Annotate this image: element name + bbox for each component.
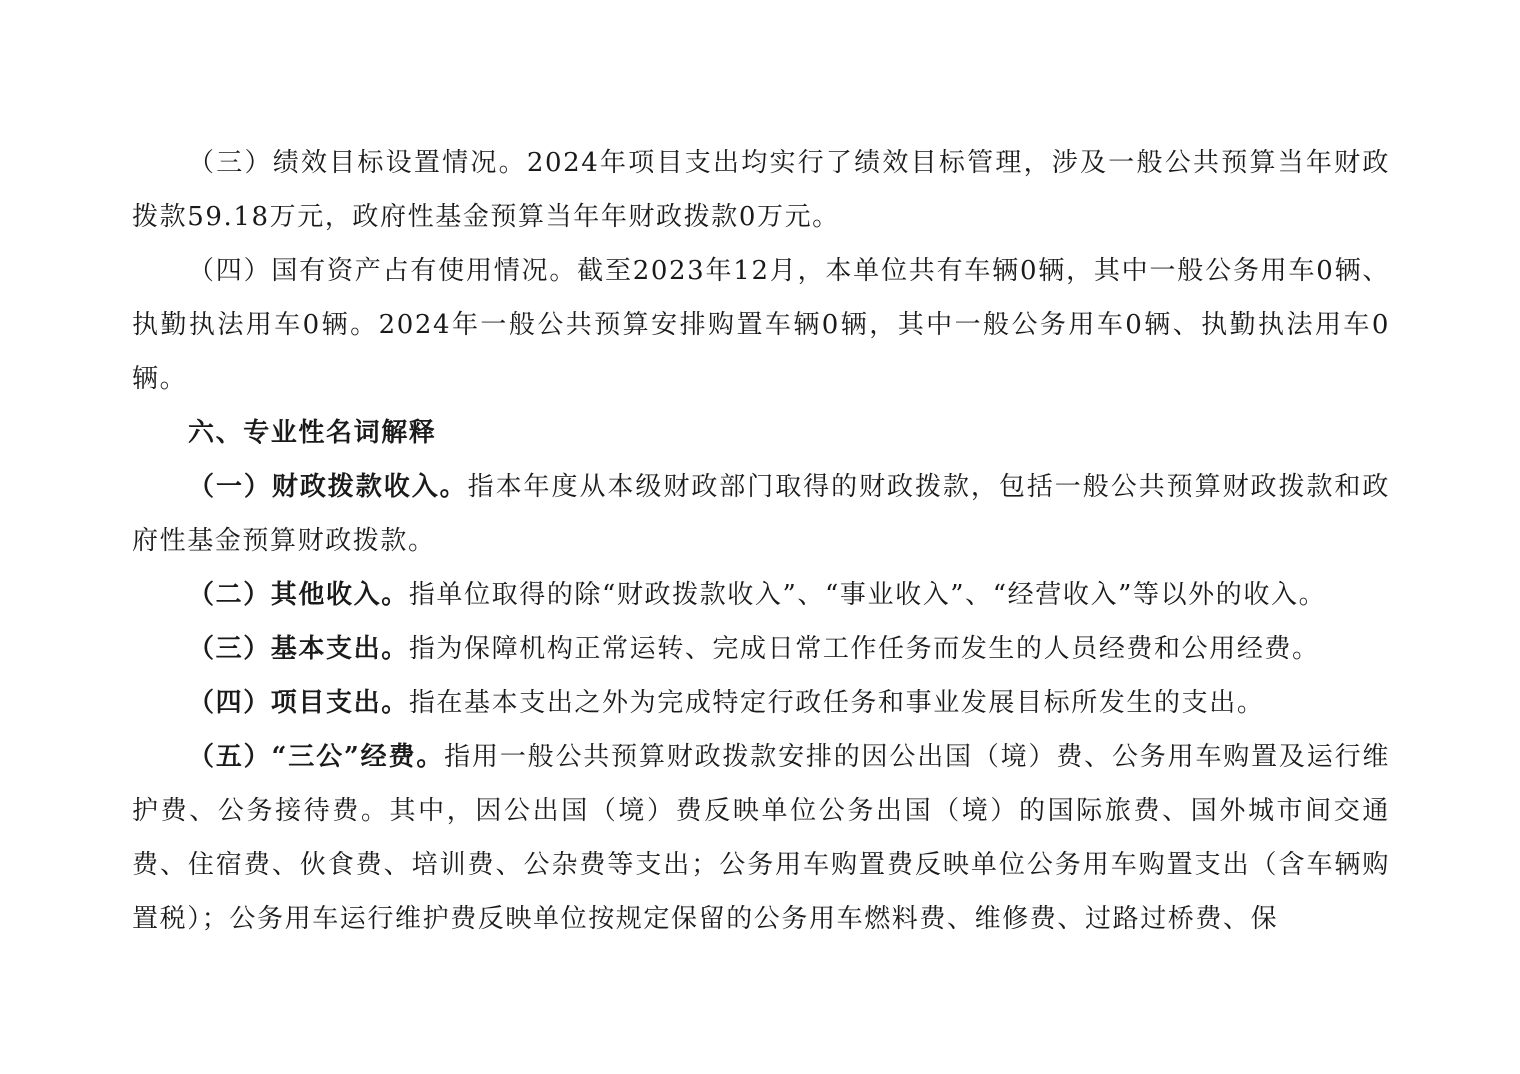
definition-project-expenditure xyxy=(132,676,1390,730)
definition-text: 指在基本支出之外为完成特定行政任务和事业发展目标所发生的支出。 xyxy=(408,688,1265,718)
document-page xyxy=(132,136,1390,946)
section-heading: 六、专业性名词解释 xyxy=(188,418,437,448)
paragraph-text: 截至2023年12月，本单位共有车辆0辆，其中一般公务用车0辆、执勤执法用车0辆。2024年一般公共预算安排购置车辆0辆，其中一般公务用车0辆、执勤执法用车0辆。 xyxy=(132,256,1390,394)
paragraph-lead: （四）国有资产占有使用情况。 xyxy=(188,256,578,286)
definition-term: （四）项目支出。 xyxy=(188,688,409,718)
definition-text: 指为保障机构正常运转、完成日常工作任务而发生的人员经费和公用经费。 xyxy=(408,634,1320,664)
definition-basic-expenditure xyxy=(132,622,1390,676)
definition-fiscal-appropriation-income xyxy=(132,460,1390,568)
definition-other-income xyxy=(132,568,1390,622)
definition-text: 指单位取得的除“财政拨款收入”、“事业收入”、“经营收入”等以外的收入。 xyxy=(408,580,1327,610)
definition-term: （三）基本支出。 xyxy=(188,634,409,664)
definition-term: （五）“三公”经费。 xyxy=(188,742,445,772)
definition-three-public-expenses xyxy=(132,730,1390,946)
paragraph-lead: （三）绩效目标设置情况。 xyxy=(188,148,527,178)
definition-text: 指用一般公共预算财政拨款安排的因公出国（境）费、公务用车购置及运行维护费、公务接待费。其中，因公出国（境）费反映单位公务出国（境）的国际旅费、国外城市间交通费、住宿费、伙食费、培训费、公杂费等支出；公务用车购置费反映单位公务用车购置支出（含车辆购置税）；公务用车运行维护费反映单位按规定保留的公务用车燃料费、维修费、过路过桥费、保 xyxy=(132,742,1390,934)
paragraph-text: 2024年项目支出均实行了绩效目标管理，涉及一般公共预算当年财政拨款59.18万元，政府性基金预算当年年财政拨款0万元。 xyxy=(132,148,1390,232)
definition-term: （二）其他收入。 xyxy=(188,580,409,610)
definition-term: （一）财政拨款收入。 xyxy=(188,472,468,502)
paragraph-performance-targets xyxy=(132,136,1390,244)
definition-text: 指本年度从本级财政部门取得的财政拨款，包括一般公共预算财政拨款和政府性基金预算财政拨款。 xyxy=(132,472,1390,556)
paragraph-state-assets xyxy=(132,244,1390,406)
